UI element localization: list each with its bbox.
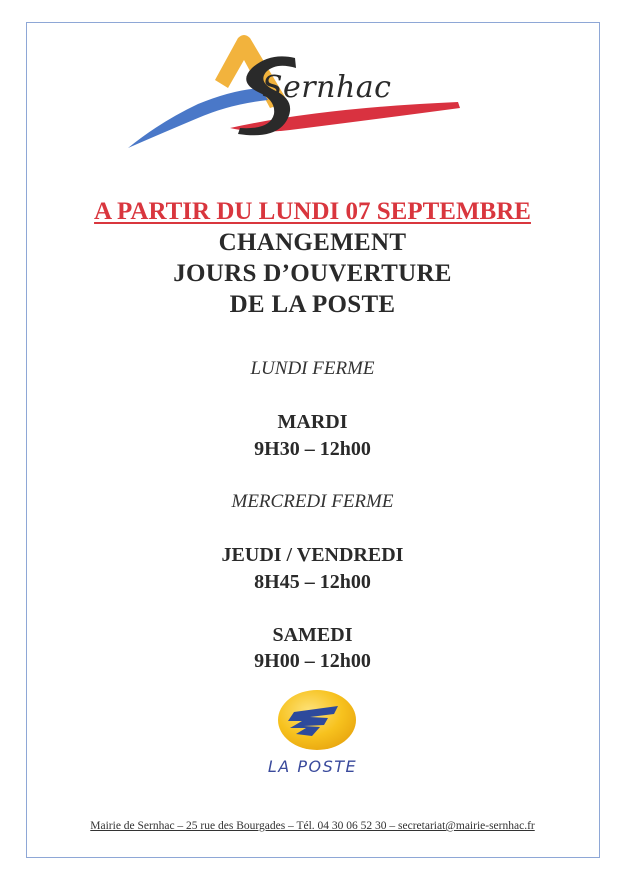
logo-blue-swoosh [128,88,268,148]
thursday-friday-label: JEUDI / VENDREDI [221,544,404,566]
tuesday-hours: 9H30 – 12h00 [254,438,371,460]
la-poste-label: LA POSTE [267,757,358,776]
notice-title-line-3: DE LA POSTE [229,291,396,318]
wednesday-closed: MERCREDI FERME [231,491,394,512]
notice-title-line-2: JOURS D’OUVERTURE [173,260,452,287]
town-hall-contact-footer: Mairie de Sernhac – 25 rue des Bourgades – Tél. 04 30 06 52 30 – secretariat@mairie-sernhac.fr [90,820,535,832]
tuesday-label: MARDI [277,411,348,433]
la-poste-bird-icon [276,688,358,752]
monday-closed: LUNDI FERME [250,358,375,379]
notice-title-line-1: CHANGEMENT [218,229,407,256]
saturday-label: SAMEDI [272,624,353,646]
start-date-headline: A PARTIR DU LUNDI 07 SEPTEMBRE [94,198,531,225]
thursday-friday-hours: 8H45 – 12h00 [254,571,371,593]
logo-town-name: Sernhac [262,70,392,105]
saturday-hours: 9H00 – 12h00 [254,650,371,672]
